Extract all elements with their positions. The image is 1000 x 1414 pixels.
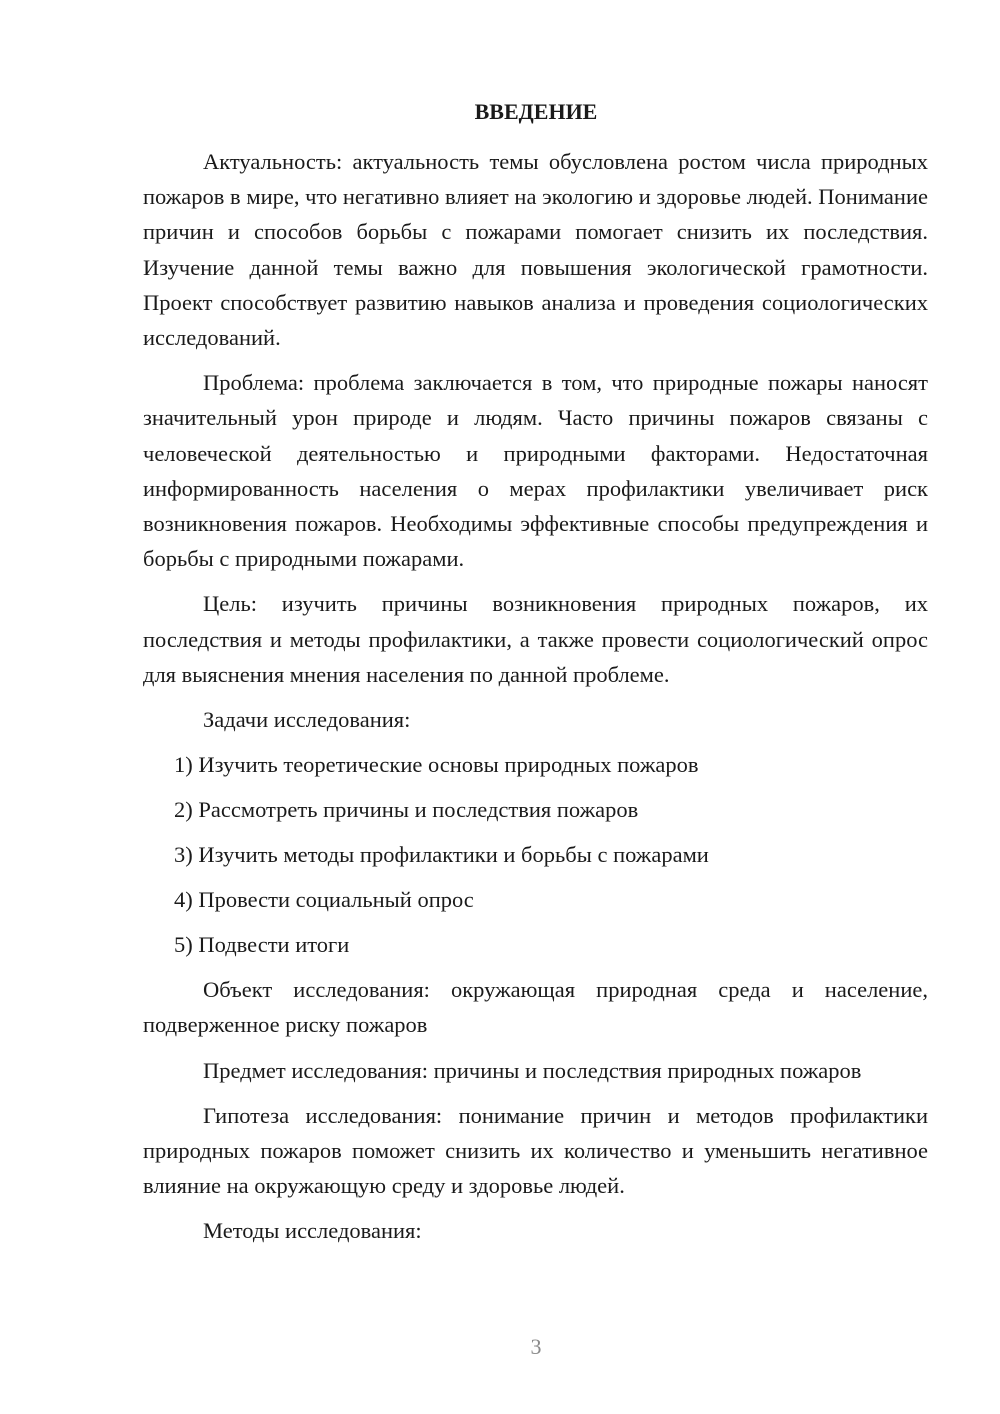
task-item: 3) Изучить методы профилактики и борьбы с пожарами — [174, 842, 709, 868]
page-number: 3 — [530, 1334, 542, 1359]
methods-heading: Методы исследования: — [203, 1218, 422, 1244]
relevance-paragraph: Актуальность: актуальность темы обусловлена ростом числа природных пожаров в мире, что негативно влияет на экологию и здоровье людей. Понимание причин и способов борьбы с пожарами помогает снизить их последствия. Изучение данной темы важно для повышения экологической грамотности. Проект способствует развитию навыков анализа и проведения социологических исследований. — [143, 149, 928, 351]
tasks-list — [143, 747, 928, 962]
problem-paragraph: Проблема: проблема заключается в том, что природные пожары наносят значительный урон природе и людям. Часто причины пожаров связаны с человеческой деятельностью и природными факторами. Недостаточная информированность населения о мерах профилактики увеличивает риск возникновения пожаров. Необходимы эффективные способы предупреждения и борьбы с природными пожарами. — [143, 370, 928, 572]
page-body — [143, 144, 928, 1249]
task-item: 2) Рассмотреть причины и последствия пожаров — [174, 797, 639, 823]
task-item: 4) Провести социальный опрос — [174, 887, 474, 913]
task-item: 5) Подвести итоги — [174, 932, 350, 958]
hypothesis-paragraph: Гипотеза исследования: понимание причин и методов профилактики природных пожаров поможет снизить их количество и уменьшить негативное влияние на окружающую среду и здоровье людей. — [143, 1102, 928, 1199]
subject-paragraph: Предмет исследования: причины и последствия природных пожаров — [203, 1057, 862, 1083]
page-title: ВВЕДЕНИЕ — [474, 99, 598, 124]
object-paragraph: Объект исследования: окружающая природная среда и население, подверженное риску пожаров — [143, 977, 928, 1038]
task-item: 1) Изучить теоретические основы природных пожаров — [174, 752, 699, 778]
goal-paragraph: Цель: изучить причины возникновения природных пожаров, их последствия и методы профилактики, а также провести социологический опрос для выяснения мнения населения по данной проблеме. — [143, 591, 928, 687]
tasks-heading: Задачи исследования: — [203, 707, 411, 733]
